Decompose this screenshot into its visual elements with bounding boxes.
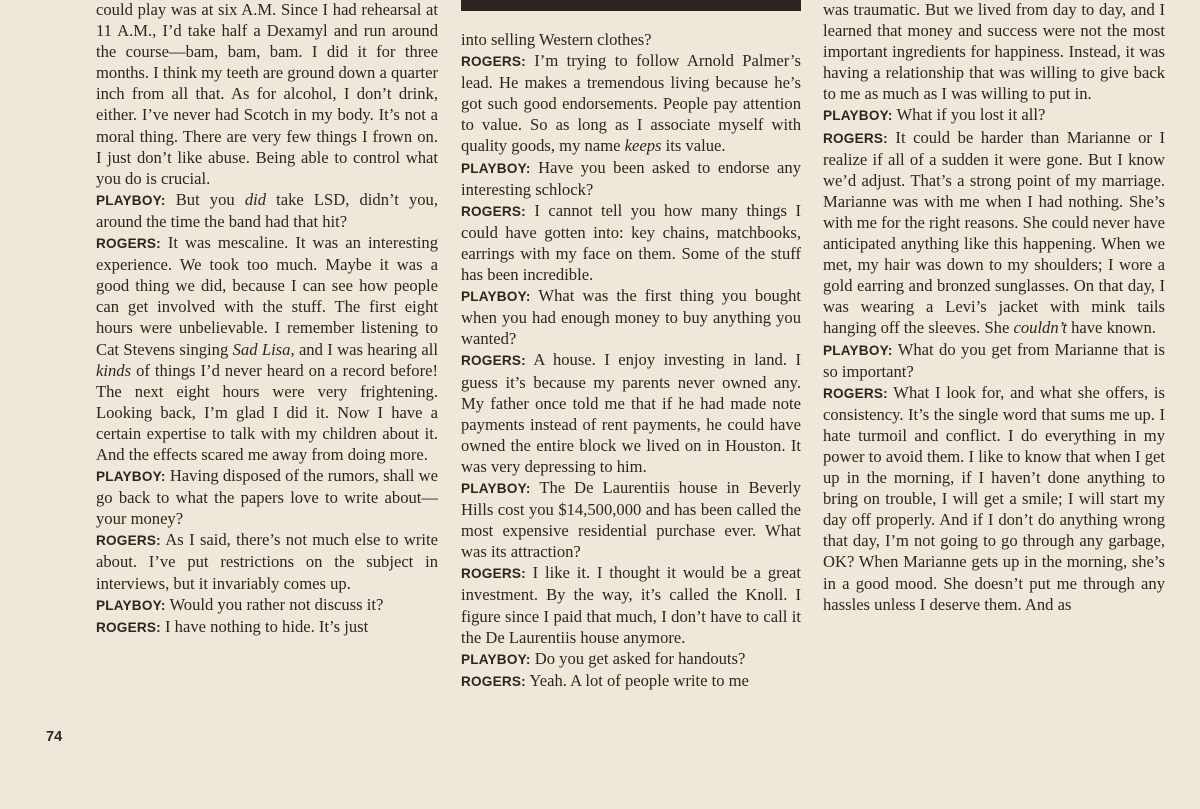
speaker-label: ROGERS: [96, 619, 161, 635]
paragraph: into selling Western clothes? [461, 30, 652, 49]
question: PLAYBOY: But you did take LSD, didn’t you, around the time the band had that hit? [96, 189, 438, 231]
question: PLAYBOY: Do you get asked for handouts? [461, 648, 746, 668]
column-1 [96, 0, 438, 638]
question: PLAYBOY: Having disposed of the rumors, shall we go back to what the papers love to write about—your money? [96, 466, 438, 529]
answer: ROGERS: I’m trying to follow Arnold Palmer’s lead. He makes a tremendous living because he’s got such good endorsements. People pay attention to value. So as long as I associate myself with quality goods, my name keeps its value. [461, 51, 801, 156]
answer: ROGERS: It was mescaline. It was an interesting experience. We took too much. Maybe it was a good thing we did, because I can see how people can get involved with the stuff. The first eight hours were unbelievable. I remember listening to Cat Stevens singing Sad Lisa, and I was hearing all kinds of things I’d never heard on a record before! The next eight hours were very frightening. Looking back, I’m glad I did it. Now I have a certain expertise to talk with my children about it. And the effects scared me away from doing more. [96, 233, 438, 464]
speaker-label: PLAYBOY: [461, 651, 531, 667]
speaker-label: PLAYBOY: [461, 160, 531, 176]
answer: ROGERS: I like it. I thought it would be a great investment. By the way, it’s called the Knoll. I figure since I paid that much, I don’t have to call it the De Laurentiis house anymore. [461, 563, 801, 647]
speaker-label: PLAYBOY: [461, 289, 531, 305]
speaker-label: PLAYBOY: [823, 108, 893, 124]
question: PLAYBOY: What if you lost it all? [823, 105, 1046, 125]
answer: ROGERS: Yeah. A lot of people write to me [461, 670, 749, 690]
answer: ROGERS: I have nothing to hide. It’s just [96, 616, 369, 636]
question: PLAYBOY: The De Laurentiis house in Beverly Hills cost you $14,500,000 and has been called the most expensive residential purchase ever. What was its attraction? [461, 477, 802, 562]
speaker-label: ROGERS: [461, 566, 526, 582]
paragraph: could play was at six A.M. Since I had rehearsal at 11 A.M., I’d take half a Dexamyl and run around the course—bam, bam, bam. I did it for three months. I think my teeth are ground down a quarter inch from all that. As for alcohol, I don’t drink, either. I’ve never had Scotch in my body. It’s not a moral thing. There are very few things I frown on. I just don’t like abuse. Being able to control what you do is crucial. [96, 0, 438, 188]
speaker-label: ROGERS: [461, 353, 526, 369]
speaker-label: PLAYBOY: [96, 469, 166, 485]
speaker-label: PLAYBOY: [96, 597, 166, 613]
question: PLAYBOY: Have you been asked to endorse any interesting schlock? [461, 157, 801, 199]
speaker-label: PLAYBOY: [96, 192, 166, 208]
speaker-label: PLAYBOY: [823, 342, 893, 358]
question: PLAYBOY: What do you get from Marianne that is so important? [823, 339, 1165, 381]
column-3 [823, 0, 1165, 615]
speaker-label: ROGERS: [823, 385, 888, 401]
column-2 [461, 29, 801, 692]
answer: ROGERS: I cannot tell you how many things I could have gotten into: key chains, matchbooks, earrings with my face on them. Some of the stuff has been incredible. [461, 200, 802, 285]
speaker-label: ROGERS: [96, 533, 161, 549]
speaker-label: ROGERS: [96, 236, 161, 252]
speaker-label: ROGERS: [461, 673, 526, 689]
speaker-label: ROGERS: [823, 130, 888, 146]
page-number: 74 [46, 729, 63, 745]
question: PLAYBOY: Would you rather not discuss it? [96, 594, 384, 614]
question: PLAYBOY: What was the first thing you bought when you had enough money to buy anything you wanted? [461, 286, 801, 349]
answer: ROGERS: As I said, there’s not much else to write about. I’ve put restrictions on the subject in interviews, but it invariably comes up. [96, 530, 438, 593]
answer: ROGERS: A house. I enjoy investing in land. I guess it’s because my parents never owned any. My father once told me that if he had made note payments instead of rent payments, he could have owned the entire block we lived on in Houston. It was very depressing to him. [461, 350, 802, 476]
speaker-label: ROGERS: [461, 54, 526, 70]
answer: ROGERS: What I look for, and what she offers, is consistency. It’s the single word that sums me up. I hate turmoil and conflict. I do everything in my power to avoid them. I like to know that when I get up in the morning, if I haven’t done anything to bring on trouble, I will get a smile; I will start my day off properly. And if I don’t do anything wrong that day, I’m not going to go through any garbage, OK? When Marianne gets up in the morning, she’s in a good mood. She doesn’t put me through any hassles unless I deserve them. And as [823, 382, 1165, 614]
answer: ROGERS: It could be harder than Marianne or I realize if all of a sudden it were gone. But I know we’d adjust. That’s a strong point of my marriage. Marianne was with me when I had nothing. She’s with me for the right reasons. She could never have anticipated anything like this happening. When we met, my hair was down to my shoulders; I wore a gold earring and bronzed sunglasses. On that day, I was wearing a Levi’s jacket with mink tails hanging off the sleeves. She couldn’t have known. [823, 127, 1165, 338]
speaker-label: ROGERS: [461, 203, 526, 219]
paragraph: was traumatic. But we lived from day to day, and I learned that money and success were not the most important ingredients for happiness. Instead, it was having a relationship that was willing to give back to me as much as I was willing to put in. [823, 0, 1165, 104]
column-top-rule [461, 0, 801, 11]
speaker-label: PLAYBOY: [461, 480, 531, 496]
